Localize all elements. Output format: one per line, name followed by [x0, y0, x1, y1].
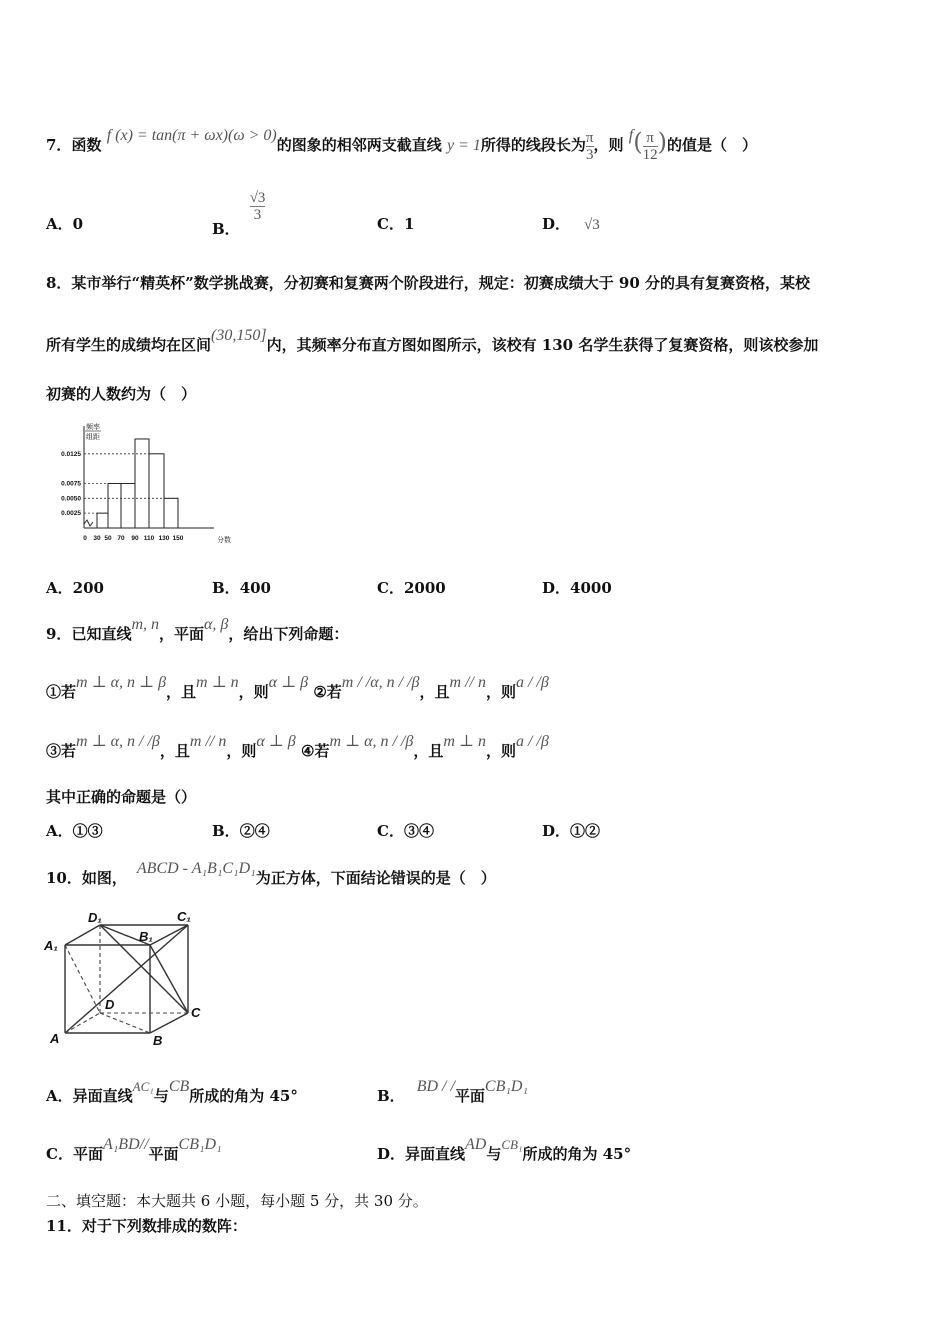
- diag-db: [100, 1013, 150, 1033]
- axis-break: [84, 520, 93, 526]
- section-2-heading: 二、填空题：本大题共 6 小题，每小题 5 分，共 30 分。: [46, 1192, 428, 1210]
- label-c1: C₁: [177, 909, 191, 924]
- q10-option-b[interactable]: B．BD / /平面CB₁D₁: [377, 1078, 529, 1105]
- x-tick-label: 50: [104, 535, 112, 542]
- y-axis-label-bottom: 组距: [86, 434, 100, 441]
- label-b1: B₁: [139, 929, 153, 944]
- q7-function: f (x) = tan(π + ωx)(ω > 0): [106, 127, 277, 144]
- q9-option-b[interactable]: B．②④: [212, 822, 270, 840]
- histogram-bar: [164, 498, 178, 528]
- x-tick-label: 130: [158, 535, 170, 542]
- q8-option-b[interactable]: B．400: [212, 579, 271, 597]
- q9-option-a[interactable]: A．①③: [46, 822, 103, 840]
- q10-stem: 10．如图，ABCD - A₁B₁C₁D₁为正方体，下面结论错误的是（ ）: [46, 860, 496, 887]
- histogram-bar: [135, 439, 149, 528]
- x-tick-label: 110: [143, 535, 155, 542]
- q8-line2: 所有学生的成绩均在区间(30,150]内，其频率分布直方图如图所示，该校有 130 名学生获得了复赛资格，则该校参加: [46, 327, 819, 354]
- q10-cube-name: ABCD - A₁B₁C₁D₁: [136, 860, 256, 877]
- label-a: A: [50, 1031, 60, 1046]
- q8-line1: 8．某市举行“精英杯”数学挑战赛，分初赛和复赛两个阶段进行，规定：初赛成绩大于 90 分的具有复赛资格，某校: [46, 274, 811, 292]
- edge-bc: [150, 1013, 188, 1033]
- frequency-histogram: [44, 418, 231, 553]
- q9-option-c[interactable]: C．③④: [377, 822, 434, 840]
- label-c: C: [191, 1005, 201, 1020]
- q9-question: 其中正确的命题是（）: [46, 788, 197, 806]
- q8-option-a[interactable]: A．200: [46, 579, 104, 597]
- q7-line-eq: y = 1: [447, 137, 481, 154]
- q9-option-d[interactable]: D．①②: [542, 822, 601, 840]
- q10-option-d[interactable]: D．异面直线AD与CB₁所成的角为 45°: [377, 1136, 632, 1163]
- q7-option-d[interactable]: D． √3: [542, 215, 600, 233]
- q10-option-a[interactable]: A．异面直线AC₁与CB所成的角为 45°: [46, 1078, 298, 1105]
- diag-b1c: [150, 945, 188, 1013]
- y-axis-label-top: 频率: [86, 424, 100, 431]
- histogram-bar: [97, 513, 108, 528]
- q7-option-b[interactable]: B． $\frac{√3}{3}$: [212, 190, 266, 238]
- label-a1: A₁: [44, 938, 58, 953]
- q7-option-a[interactable]: A．0: [46, 215, 84, 233]
- q8-interval: (30,150]: [211, 327, 267, 344]
- label-d1: D₁: [88, 910, 102, 925]
- edge-a1d1: [65, 925, 100, 945]
- x-tick-label: 70: [117, 535, 125, 542]
- x-tick-label: 30: [93, 535, 101, 542]
- q7-fraction: $\frac{\pi}{3}$: [585, 129, 594, 163]
- y-tick-label: 0.0075: [61, 480, 81, 488]
- q11-stem: 11．对于下列数排成的数阵：: [46, 1217, 247, 1235]
- y-tick-label: 0.0025: [61, 510, 81, 518]
- y-tick-label: 0.0050: [61, 495, 81, 503]
- x-tick-label: 90: [131, 535, 139, 542]
- q8-option-c[interactable]: C．2000: [377, 579, 446, 597]
- q7-stem: 7．函数 f (x) = tan(π + ωx)(ω > 0)的图象的相邻两支截直线 y = 1所得的线段长为 $\frac{\pi}{3}$ ，则 f( $\frac{\pi}{12}$ )的值是（ ）: [46, 127, 757, 163]
- q8-option-d[interactable]: D．4000: [542, 579, 612, 597]
- x-tick-label: 0: [83, 535, 87, 542]
- histogram-bar: [121, 483, 135, 528]
- q10-option-c[interactable]: C．平面A₁BD//平面CB₁D₁: [46, 1136, 222, 1163]
- x-tick-label: 150: [172, 535, 184, 542]
- q9-stem: 9．已知直线m, n，平面α, β，给出下列命题：: [46, 616, 349, 643]
- label-d: D: [105, 997, 115, 1012]
- label-b: B: [153, 1033, 163, 1048]
- q7-option-c[interactable]: C．1: [377, 215, 415, 233]
- q9-propositions-1-2: ①若m ⊥ α, n ⊥ β，且m ⊥ n，则α ⊥ β ②若m / /α, n / /β，且m // n，则a / /β: [46, 674, 549, 701]
- q8-line3: 初赛的人数约为（ ）: [46, 385, 197, 403]
- cube-figure: [40, 905, 200, 1050]
- q9-propositions-3-4: ③若m ⊥ α, n / /β，且m // n，则α ⊥ β ④若m ⊥ α, n / /β，且m ⊥ n，则a / /β: [46, 733, 549, 760]
- histogram-bar: [149, 454, 164, 528]
- edge-ad: [65, 1013, 100, 1033]
- histogram-bar: [108, 483, 121, 528]
- diag-a1d: [65, 945, 100, 1013]
- x-axis-label: 分数: [217, 537, 231, 544]
- y-tick-label: 0.0125: [61, 450, 81, 458]
